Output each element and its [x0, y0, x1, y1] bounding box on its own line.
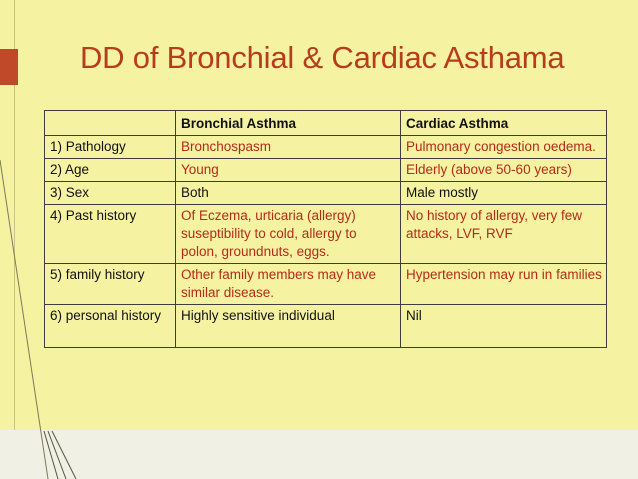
cardiac-cell: Pulmonary congestion oedema.: [401, 136, 607, 159]
header-cardiac: Cardiac Asthma: [401, 111, 607, 136]
cardiac-cell: Male mostly: [401, 182, 607, 205]
slide-title: DD of Bronchial & Cardiac Asthama: [80, 40, 565, 75]
cardiac-cell: Elderly (above 50-60 years): [401, 159, 607, 182]
cardiac-cell: No history of allergy, very few attacks, LVF, RVF: [401, 205, 607, 264]
bronchial-cell: Of Eczema, urticaria (allergy) suseptibility to cold, allergy to polon, groundnuts, eggs.: [176, 205, 401, 264]
table-row: [45, 205, 607, 264]
cardiac-cell: Nil: [401, 305, 607, 348]
table-row: [45, 182, 607, 205]
row-label: 2) Age: [45, 159, 176, 182]
row-label: 6) personal history: [45, 305, 176, 348]
bronchial-cell: Other family members may have similar disease.: [176, 264, 401, 305]
bronchial-cell: Young: [176, 159, 401, 182]
table-row: [45, 305, 607, 348]
bronchial-cell: Both: [176, 182, 401, 205]
bronchial-cell: Bronchospasm: [176, 136, 401, 159]
row-label: 5) family history: [45, 264, 176, 305]
table-header-row: [45, 111, 607, 136]
table-row: [45, 136, 607, 159]
row-label: 4) Past history: [45, 205, 176, 264]
bronchial-cell: Highly sensitive individual: [176, 305, 401, 348]
table-row: [45, 264, 607, 305]
row-label: 3) Sex: [45, 182, 176, 205]
comparison-table: [44, 110, 607, 348]
header-empty-cell: [45, 111, 176, 136]
row-label: 1) Pathology: [45, 136, 176, 159]
cardiac-cell: Hypertension may run in families: [401, 264, 607, 305]
header-bronchial: Bronchial Asthma: [176, 111, 401, 136]
table-row: [45, 159, 607, 182]
